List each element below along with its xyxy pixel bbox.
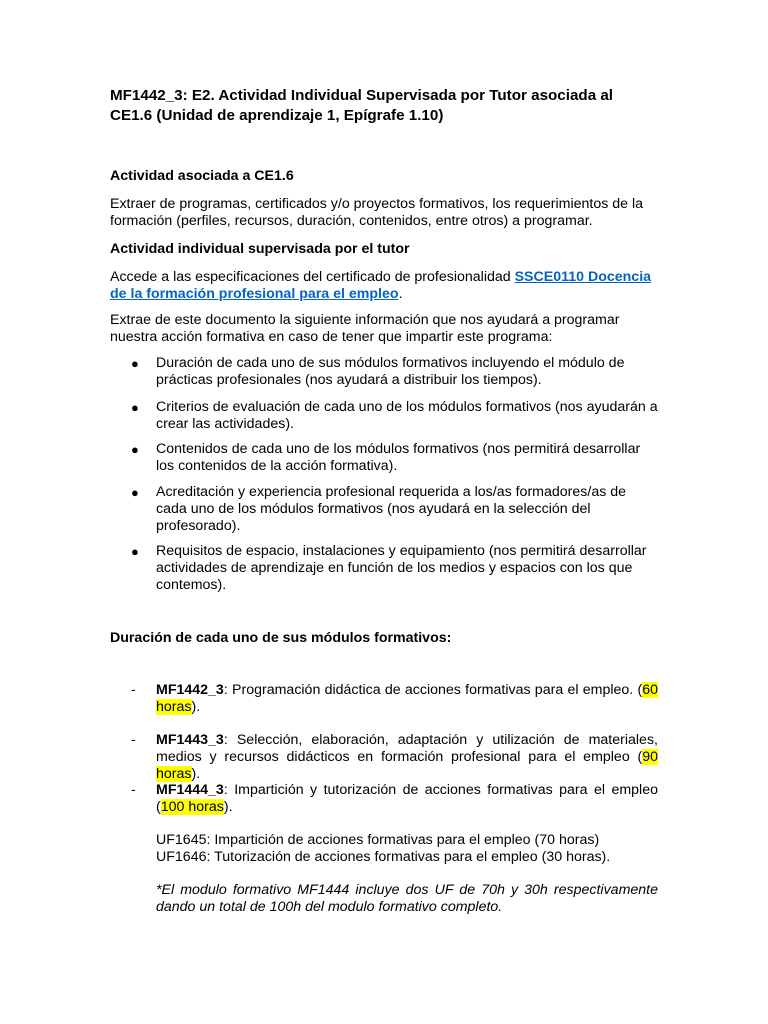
list-item-text: Criterios de evaluación de cada uno de los módulos formativos (nos ayudarán a crear las actividades).: [156, 399, 658, 432]
module-hours: 60 horas: [156, 682, 658, 715]
list-item: [110, 543, 658, 594]
module-end: ).: [191, 766, 201, 782]
bullet-icon: ●: [131, 442, 139, 457]
list-item-text: Acreditación y experiencia profesional requerida a los/as formadores/as de cada uno de los módulos formativos (nos ayudará en la selección del profesorado).: [156, 484, 627, 534]
list-item-text: Contenidos de cada uno de los módulos formativos (nos permitirá desarrollar los contenidos de la acción formativa).: [156, 441, 641, 474]
list-item: [110, 484, 658, 535]
module-text: [156, 782, 658, 816]
module-item: [110, 682, 658, 716]
bullet-icon: ●: [131, 400, 139, 415]
dash-marker: -: [131, 682, 136, 698]
module-code: MF1443_3: [156, 732, 224, 748]
bullet-icon: ●: [131, 485, 139, 500]
list-item: [110, 355, 658, 389]
module-item: [110, 782, 658, 816]
access-text: Accede a las especificaciones del certificado de profesionalidad: [110, 269, 515, 285]
bullet-icon: ●: [131, 356, 139, 371]
module-end: ).: [223, 799, 233, 815]
module-hours: 90 horas: [156, 749, 658, 782]
module-code: MF1442_3: [156, 682, 224, 698]
list-item: [110, 441, 658, 475]
module-description: : Selección, elaboración, adaptación y utilización de materiales, medios y recursos didácticos en formación profesional para el empleo (: [156, 732, 658, 765]
section-heading-supervised: Actividad individual supervisada por el tutor: [110, 241, 410, 257]
dash-marker: -: [131, 782, 136, 798]
module-description: : Programación didáctica de acciones formativas para el empleo. (: [223, 682, 643, 698]
module-note: *El modulo formativo MF1444 incluye dos UF de 70h y 30h respectivamente dando un total de 100h del modulo formativo completo.: [156, 882, 658, 915]
module-hours: 100 horas: [160, 799, 224, 815]
module-end: ).: [191, 699, 201, 715]
list-item-text: Requisitos de espacio, instalaciones y equipamiento (nos permitirá desarrollar actividades de aprendizaje en función de los medios y espacios con los que contemos).: [156, 543, 647, 593]
activity-description: Extraer de programas, certificados y/o proyectos formativos, los requerimientos de la formación (perfiles, recursos, duración, contenidos, entre otros) a programar.: [110, 196, 644, 229]
certificate-link[interactable]: SSCE0110 Docencia de la formación profesional para el empleo: [110, 269, 652, 302]
module-description: : Impartición y tutorización de acciones formativas para el empleo (: [156, 782, 658, 815]
uf1645-line: UF1645: Impartición de acciones formativas para el empleo (70 horas): [156, 832, 600, 848]
module-code: MF1444_3: [156, 782, 224, 798]
section-heading-activity: Actividad asociada a CE1.6: [110, 168, 294, 184]
module-text: [156, 732, 658, 783]
uf1646-line: UF1646: Tutorización de acciones formativas para el empleo (30 horas).: [156, 849, 611, 865]
access-paragraph: [110, 269, 658, 303]
list-item: [110, 399, 658, 433]
module-item: [110, 732, 658, 783]
document-title: MF1442_3: E2. Actividad Individual Supervisada por Tutor asociada al CE1.6 (Unidad de aprendizaje 1, Epígrafe 1.10): [110, 87, 614, 124]
module-text: [156, 682, 658, 716]
section-heading-durations: Duración de cada uno de sus módulos formativos:: [110, 630, 452, 646]
access-period: .: [398, 286, 403, 302]
list-item-text: Duración de cada uno de sus módulos formativos incluyendo el módulo de prácticas profesionales (nos ayudará a distribuir los tiempos).: [156, 355, 625, 388]
extract-paragraph: Extrae de este documento la siguiente información que nos ayudará a programar nuestra acción formativa en caso de tener que impartir este programa:: [110, 312, 620, 345]
bullet-icon: ●: [131, 544, 139, 559]
dash-marker: -: [131, 732, 136, 748]
